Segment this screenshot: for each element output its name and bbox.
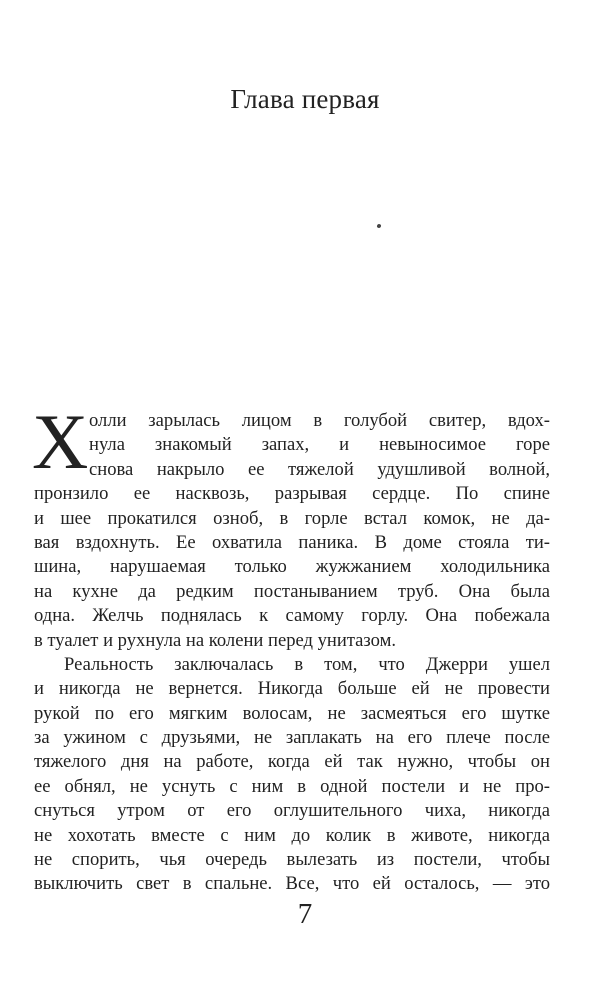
text-line: олли зарылась лицом в голубой свитер, вдох- <box>89 410 550 431</box>
text-line: снуться утром от его оглушительного чиха, никогда <box>34 800 550 822</box>
text-line: не спорить, чья очередь вылезать из постели, чтобы <box>34 849 550 871</box>
text-line: не хохотать вместе с ним до колик в животе, никогда <box>34 824 550 846</box>
chapter-title: Глава первая <box>230 84 380 114</box>
text-line: тяжелого дня на работе, когда ей так нужно, чтобы он <box>34 751 550 773</box>
text-line: шина, нарушаемая только жужжанием холодильника <box>34 556 550 578</box>
text-line: ее обнял, не уснуть с ним в одной постели и не про- <box>34 775 550 797</box>
text-line: одна. Желчь поднялась к самому горлу. Она побежала <box>34 605 550 627</box>
text-line: вая вздохнуть. Ее охватила паника. В доме стояла ти- <box>34 531 550 553</box>
text-line: и шее прокатился озноб, в горле встал комок, не да- <box>34 507 550 529</box>
text-line: выключить свет в спальне. Все, что ей осталось, — это <box>34 873 550 895</box>
text-line: и никогда не вернется. Никогда больше ей не провести <box>34 678 550 700</box>
text-line: Реальность заключалась в том, что Джерри ушел <box>64 653 550 675</box>
drop-cap: Х <box>32 398 89 485</box>
body-text <box>34 409 550 897</box>
text-line: на кухне да редким постаныванием труб. Она была <box>34 580 550 602</box>
text-line: в туалет и рухнула на колени перед унитазом. <box>34 629 397 651</box>
text-line: рукой по его мягким волосам, не засмеяться его шутке <box>34 702 550 724</box>
ink-speck <box>376 223 381 228</box>
text-line: за ужином с друзьями, не заплакать на его плече после <box>34 727 550 749</box>
text-line: пронзило ее насквозь, разрывая сердце. По спине <box>34 483 550 505</box>
text-line: снова накрыло ее тяжелой удушливой волной, <box>89 458 550 480</box>
text-line: нула знакомый запах, и невыносимое горе <box>89 434 550 456</box>
page-number: 7 <box>297 898 313 930</box>
